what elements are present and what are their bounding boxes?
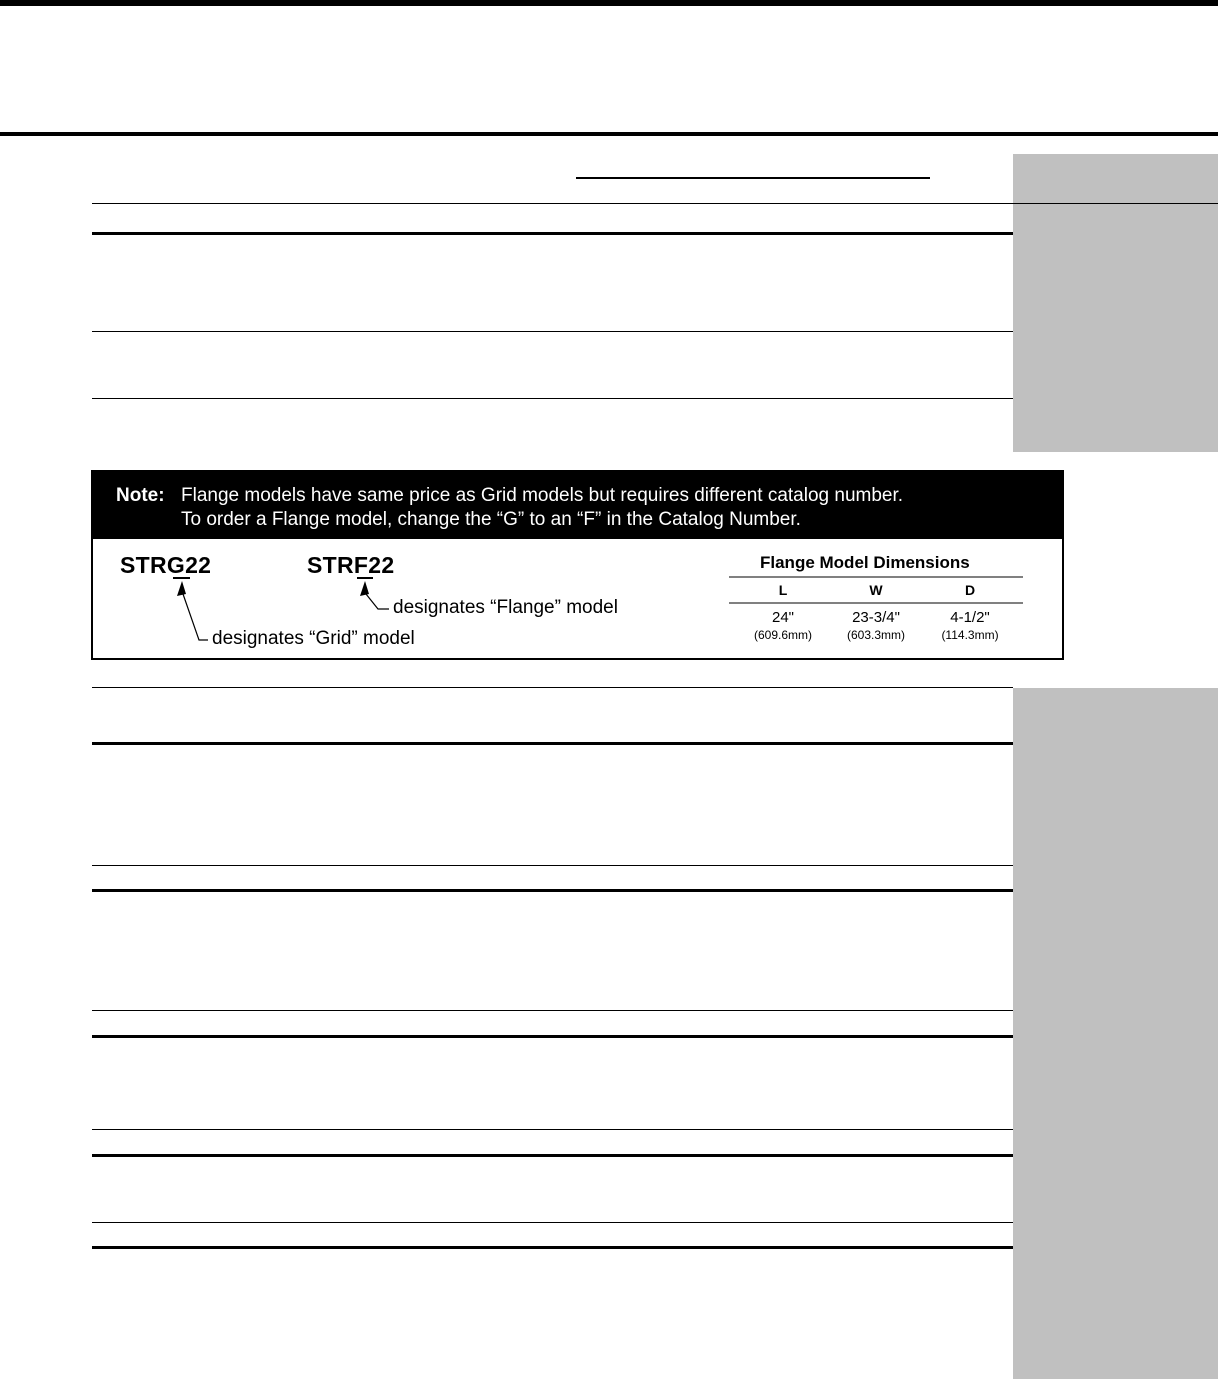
dimension-value-width: 23-3/4" xyxy=(852,609,900,626)
dimension-value-depth: 4-1/2" xyxy=(950,609,990,626)
header-rule xyxy=(0,132,1218,136)
flange-arrow-head-icon xyxy=(360,581,369,596)
header-underline xyxy=(576,177,930,179)
note-label: Note: xyxy=(116,485,165,506)
table-rule xyxy=(92,1246,1013,1249)
sidebar-panel-top xyxy=(1013,154,1218,452)
dimension-header-depth: D xyxy=(964,582,976,598)
grid-model-number: STRG22 xyxy=(120,552,212,578)
table-rule xyxy=(92,687,1013,688)
dimension-header-width: W xyxy=(869,582,883,598)
flange-note-box xyxy=(91,470,1064,660)
dimension-metric-depth: (114.3mm) xyxy=(941,628,999,642)
dimension-metric-length: (609.6mm) xyxy=(753,628,812,642)
table-rule xyxy=(92,1010,1013,1011)
table-rule xyxy=(92,203,1218,204)
note-text-line-1: Flange models have same price as Grid models but requires different catalog number. xyxy=(181,485,904,506)
note-text-line-2: To order a Flange model, change the “G” to an “F” in the Catalog Number. xyxy=(181,509,801,530)
grid-arrow-head-icon xyxy=(177,581,186,596)
table-rule xyxy=(92,742,1013,745)
dimension-header-length: L xyxy=(778,582,788,598)
table-rule xyxy=(92,1035,1013,1038)
dimension-metric-width: (603.3mm) xyxy=(846,628,905,642)
table-rule xyxy=(92,889,1013,892)
table-rule xyxy=(92,398,1013,399)
flange-designation-label: designates “Flange” model xyxy=(393,597,618,618)
dimensions-title: Flange Model Dimensions xyxy=(760,553,970,572)
grid-designation-label: designates “Grid” model xyxy=(212,628,415,649)
table-rule xyxy=(92,232,1013,235)
table-rule xyxy=(92,331,1013,332)
top-border-rule xyxy=(0,0,1218,6)
grid-leader-line xyxy=(183,594,208,640)
flange-model-number: STRF22 xyxy=(307,552,395,578)
table-rule xyxy=(92,1129,1013,1130)
flange-leader-line xyxy=(366,594,389,609)
table-rule xyxy=(92,1154,1013,1157)
table-rule xyxy=(92,865,1013,866)
table-rule xyxy=(92,1222,1013,1223)
sidebar-panel-bottom xyxy=(1013,688,1218,1379)
dimension-value-length: 24" xyxy=(771,609,794,626)
